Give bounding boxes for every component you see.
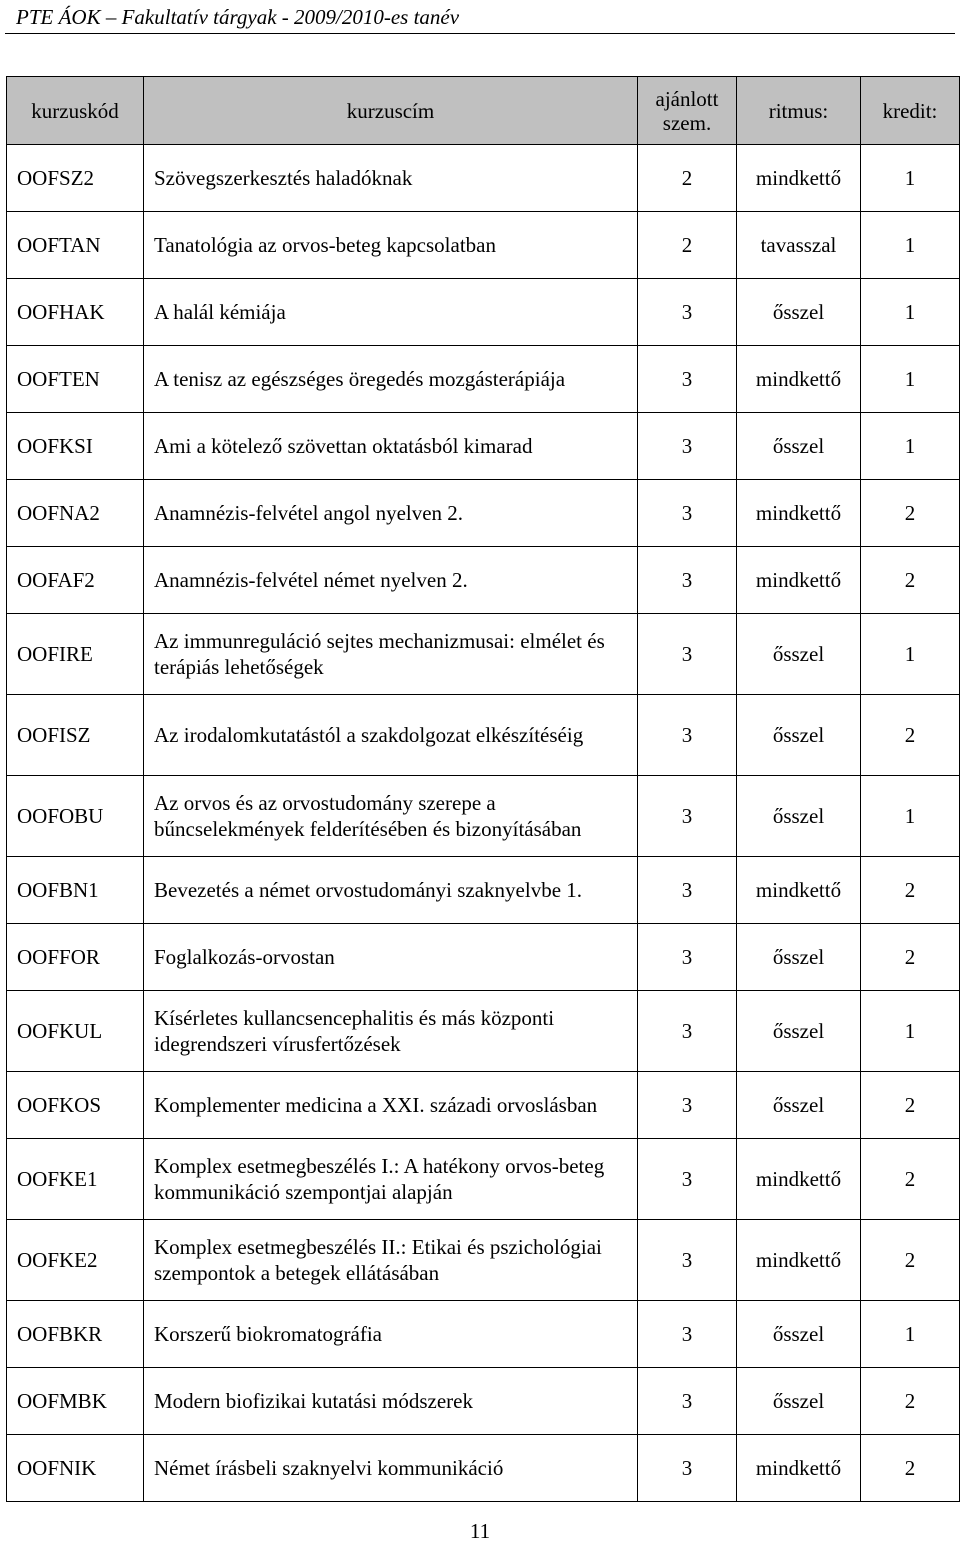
course-code: OOFAF2 [7,547,144,614]
course-code: OOFIRE [7,614,144,695]
course-code: OOFTAN [7,212,144,279]
table-row [7,413,960,480]
course-rhythm: ősszel [737,924,861,991]
course-code: OOFTEN [7,346,144,413]
course-rhythm: mindkettő [737,346,861,413]
course-title: Német írásbeli szaknyelvi kommunikáció [144,1435,638,1502]
course-table [6,76,960,1502]
table-row [7,1220,960,1301]
course-title: Kísérletes kullancsencephalitis és más központi idegrendszeri vírusfertőzések [144,991,638,1072]
course-title: Modern biofizikai kutatási módszerek [144,1368,638,1435]
table-row [7,991,960,1072]
course-rhythm: mindkettő [737,547,861,614]
recommended-semester: 3 [638,1301,737,1368]
page-header-title: PTE ÁOK – Fakultatív tárgyak - 2009/2010-es tanév [16,5,460,29]
course-code: OOFBKR [7,1301,144,1368]
course-credit: 2 [861,1435,960,1502]
course-title: A halál kémiája [144,279,638,346]
page-number: 11 [469,1519,491,1543]
course-title: Tanatológia az orvos-beteg kapcsolatban [144,212,638,279]
course-credit: 1 [861,991,960,1072]
course-title: Bevezetés a német orvostudományi szaknyelvbe 1. [144,857,638,924]
course-title: Anamnézis-felvétel angol nyelven 2. [144,480,638,547]
course-rhythm: mindkettő [737,1220,861,1301]
course-code: OOFBN1 [7,857,144,924]
course-rhythm: ősszel [737,413,861,480]
course-rhythm: ősszel [737,614,861,695]
course-credit: 2 [861,924,960,991]
recommended-semester: 3 [638,695,737,776]
course-rhythm: ősszel [737,1072,861,1139]
course-credit: 2 [861,1368,960,1435]
table-row [7,614,960,695]
course-code: OOFKE1 [7,1139,144,1220]
course-title: Szövegszerkesztés haladóknak [144,145,638,212]
recommended-semester: 3 [638,413,737,480]
course-rhythm: mindkettő [737,857,861,924]
table-row [7,1368,960,1435]
course-title: Foglalkozás-orvostan [144,924,638,991]
recommended-semester: 3 [638,480,737,547]
course-title: Korszerű biokromatográfia [144,1301,638,1368]
course-credit: 1 [861,346,960,413]
course-code: OOFKOS [7,1072,144,1139]
table-row [7,695,960,776]
course-credit: 2 [861,1220,960,1301]
course-rhythm: mindkettő [737,480,861,547]
column-header-credit: kredit: [861,77,960,145]
table-row [7,145,960,212]
course-credit: 2 [861,480,960,547]
column-header-rhythm: ritmus: [737,77,861,145]
recommended-semester: 3 [638,279,737,346]
course-title: Az irodalomkutatástól a szakdolgozat elkészítéséig [144,695,638,776]
course-title: Az immunreguláció sejtes mechanizmusai: elmélet és terápiás lehetőségek [144,614,638,695]
course-code: OOFKSI [7,413,144,480]
course-rhythm: mindkettő [737,1139,861,1220]
recommended-semester: 3 [638,924,737,991]
course-rhythm: ősszel [737,279,861,346]
recommended-semester: 3 [638,1220,737,1301]
course-code: OOFOBU [7,776,144,857]
recommended-semester: 3 [638,1072,737,1139]
course-title: A tenisz az egészséges öregedés mozgásterápiája [144,346,638,413]
table-row [7,279,960,346]
course-code: OOFKUL [7,991,144,1072]
recommended-semester: 2 [638,212,737,279]
course-code: OOFSZ2 [7,145,144,212]
course-rhythm: mindkettő [737,145,861,212]
table-header-row [7,77,960,145]
recommended-semester: 2 [638,145,737,212]
header-rule [5,33,955,34]
recommended-semester: 3 [638,346,737,413]
course-credit: 2 [861,1139,960,1220]
course-credit: 1 [861,279,960,346]
course-credit: 1 [861,614,960,695]
course-code: OOFNA2 [7,480,144,547]
course-credit: 1 [861,1301,960,1368]
course-credit: 1 [861,413,960,480]
course-credit: 2 [861,547,960,614]
course-credit: 1 [861,212,960,279]
recommended-semester: 3 [638,1139,737,1220]
course-code: OOFFOR [7,924,144,991]
course-rhythm: ősszel [737,776,861,857]
course-title: Komplementer medicina a XXI. századi orvoslásban [144,1072,638,1139]
recommended-semester: 3 [638,991,737,1072]
table-row [7,776,960,857]
course-rhythm: ősszel [737,695,861,776]
course-credit: 1 [861,145,960,212]
course-rhythm: ősszel [737,1301,861,1368]
column-header-title: kurzuscím [144,77,638,145]
recommended-semester: 3 [638,1435,737,1502]
table-row [7,212,960,279]
course-code: OOFHAK [7,279,144,346]
table-row [7,346,960,413]
course-credit: 1 [861,776,960,857]
course-credit: 2 [861,857,960,924]
table-row [7,547,960,614]
table-row [7,480,960,547]
column-header-semester: ajánlott szem. [638,77,737,145]
table-row [7,924,960,991]
course-code: OOFKE2 [7,1220,144,1301]
course-credit: 2 [861,1072,960,1139]
course-title: Komplex esetmegbeszélés I.: A hatékony orvos-beteg kommunikáció szempontjai alapján [144,1139,638,1220]
course-rhythm: tavasszal [737,212,861,279]
course-rhythm: ősszel [737,991,861,1072]
recommended-semester: 3 [638,614,737,695]
column-header-code: kurzuskód [7,77,144,145]
recommended-semester: 3 [638,857,737,924]
recommended-semester: 3 [638,547,737,614]
course-title: Komplex esetmegbeszélés II.: Etikai és pszichológiai szempontok a betegek ellátásában [144,1220,638,1301]
course-title: Az orvos és az orvostudomány szerepe a bűncselekmények felderítésében és bizonyításában [144,776,638,857]
course-title: Ami a kötelező szövettan oktatásból kimarad [144,413,638,480]
course-credit: 2 [861,695,960,776]
recommended-semester: 3 [638,1368,737,1435]
recommended-semester: 3 [638,776,737,857]
table-row [7,1435,960,1502]
course-rhythm: mindkettő [737,1435,861,1502]
table-row [7,1139,960,1220]
course-code: OOFMBK [7,1368,144,1435]
table-row [7,1072,960,1139]
course-code: OOFNIK [7,1435,144,1502]
course-rhythm: ősszel [737,1368,861,1435]
course-title: Anamnézis-felvétel német nyelven 2. [144,547,638,614]
course-code: OOFISZ [7,695,144,776]
table-row [7,1301,960,1368]
table-row [7,857,960,924]
